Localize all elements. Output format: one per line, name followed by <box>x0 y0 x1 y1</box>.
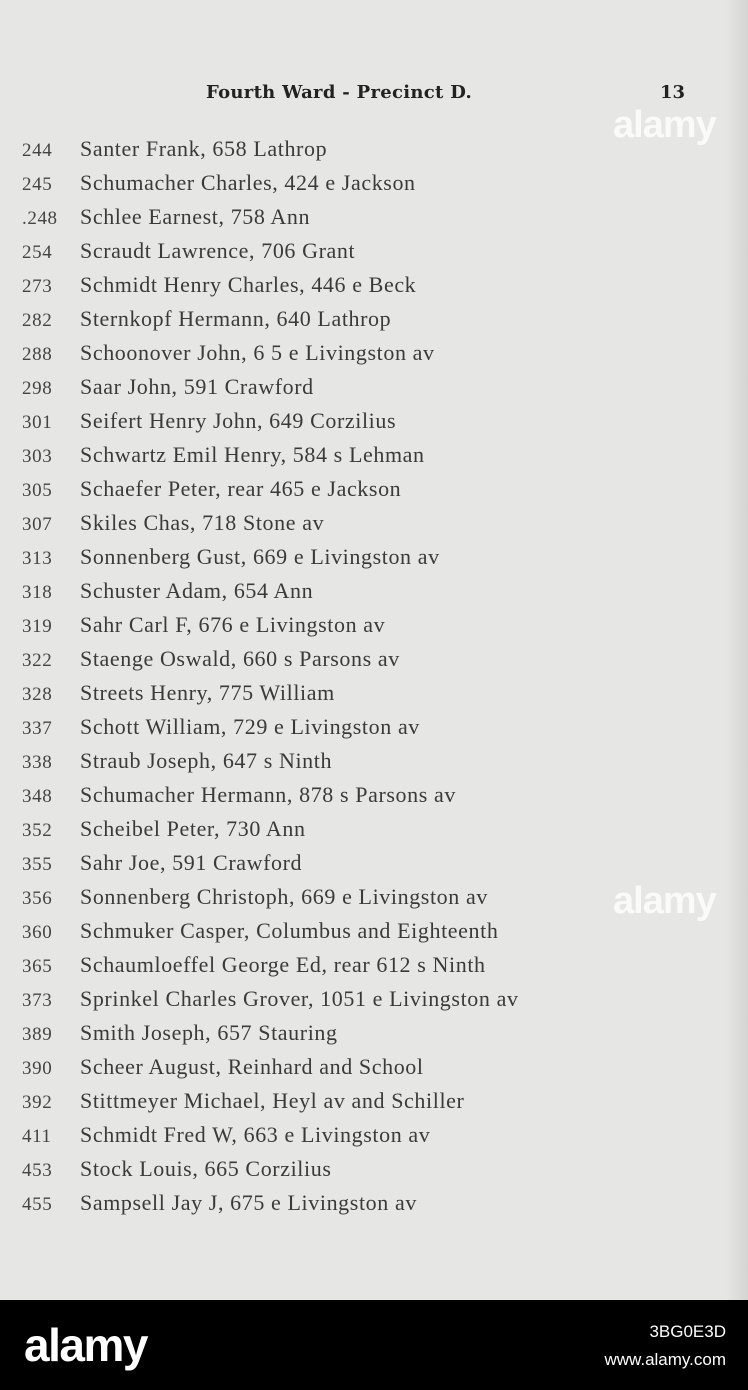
entry-number: 301 <box>22 412 53 433</box>
entry-text: Schumacher Charles, 424 e Jackson <box>80 170 416 195</box>
entry-text: Sahr Carl F, 676 e Livingston av <box>80 612 386 637</box>
entry-number: 411 <box>22 1126 52 1147</box>
list-item <box>22 1016 519 1050</box>
list-item <box>22 506 519 540</box>
entry-text: Santer Frank, 658 Lathrop <box>80 136 328 161</box>
entry-text: Smith Joseph, 657 Stauring <box>80 1020 338 1045</box>
list-item <box>22 880 519 914</box>
running-head: Fourth Ward - Precinct D. <box>206 82 473 103</box>
entry-number: 337 <box>22 718 53 739</box>
entry-text: Stock Louis, 665 Corzilius <box>80 1156 332 1181</box>
entry-text: Seifert Henry John, 649 Corzilius <box>80 408 397 433</box>
entry-text: Staenge Oswald, 660 s Parsons av <box>80 646 400 671</box>
entry-text: Sonnenberg Gust, 669 e Livingston av <box>80 544 440 569</box>
entry-number: 282 <box>22 310 53 331</box>
list-item <box>22 608 519 642</box>
stock-footer-bar <box>0 1300 748 1390</box>
entry-number: 455 <box>22 1194 53 1215</box>
entry-text: Stittmeyer Michael, Heyl av and Schiller <box>80 1088 465 1113</box>
entry-number: 288 <box>22 344 53 365</box>
page-edge-shadow <box>726 0 748 1300</box>
list-item <box>22 846 519 880</box>
list-item <box>22 778 519 812</box>
entry-text: Schlee Earnest, 758 Ann <box>80 204 311 229</box>
entry-number: 307 <box>22 514 53 535</box>
entry-number: 389 <box>22 1024 53 1045</box>
entry-text: Scraudt Lawrence, 706 Grant <box>80 238 356 263</box>
entry-number: 245 <box>22 174 53 195</box>
list-item <box>22 1186 519 1220</box>
entry-text: Schwartz Emil Henry, 584 s Lehman <box>80 442 425 467</box>
entry-number: 318 <box>22 582 53 603</box>
entry-text: Skiles Chas, 718 Stone av <box>80 510 325 535</box>
list-item <box>22 1152 519 1186</box>
entry-text: Scheibel Peter, 730 Ann <box>80 816 306 841</box>
entry-text: Schmidt Henry Charles, 446 e Beck <box>80 272 417 297</box>
entry-text: Sampsell Jay J, 675 e Livingston av <box>80 1190 417 1215</box>
entry-text: Schmuker Casper, Columbus and Eighteenth <box>80 918 499 943</box>
entry-number: 348 <box>22 786 53 807</box>
watermark-middle: alamy <box>613 880 716 922</box>
entry-number: 303 <box>22 446 53 467</box>
entry-text: Schott William, 729 e Livingston av <box>80 714 420 739</box>
entry-number: 322 <box>22 650 53 671</box>
page-number: 13 <box>660 82 686 103</box>
entry-number: 352 <box>22 820 53 841</box>
entry-number: 298 <box>22 378 53 399</box>
entry-text: Scheer August, Reinhard and School <box>80 1054 424 1079</box>
entry-text: Sonnenberg Christoph, 669 e Livingston av <box>80 884 488 909</box>
entry-number: 319 <box>22 616 53 637</box>
list-item <box>22 642 519 676</box>
list-item <box>22 914 519 948</box>
entry-number: 338 <box>22 752 53 773</box>
list-item <box>22 268 519 302</box>
entry-number: 356 <box>22 888 53 909</box>
entry-number: 313 <box>22 548 53 569</box>
list-item <box>22 710 519 744</box>
entry-number: 273 <box>22 276 53 297</box>
list-item <box>22 370 519 404</box>
list-item <box>22 676 519 710</box>
image-id: 3BG0E3D <box>649 1322 726 1341</box>
alamy-logo: alamy <box>24 1319 147 1371</box>
voter-list <box>22 132 519 1220</box>
entry-text: Schumacher Hermann, 878 s Parsons av <box>80 782 456 807</box>
entry-text: Saar John, 591 Crawford <box>80 374 314 399</box>
entry-text: Schaumloeffel George Ed, rear 612 s Ninth <box>80 952 486 977</box>
footer-url: www.alamy.com <box>604 1350 726 1369</box>
entry-number: 392 <box>22 1092 53 1113</box>
entry-text: Sprinkel Charles Grover, 1051 e Livingston av <box>80 986 519 1011</box>
entry-text: Straub Joseph, 647 s Ninth <box>80 748 333 773</box>
watermark-top: alamy <box>613 104 716 146</box>
entry-text: Sternkopf Hermann, 640 Lathrop <box>80 306 392 331</box>
list-item <box>22 812 519 846</box>
entry-number: 390 <box>22 1058 53 1079</box>
list-item <box>22 234 519 268</box>
entry-text: Schoonover John, 6 5 e Livingston av <box>80 340 435 365</box>
list-item <box>22 1118 519 1152</box>
entry-text: Schmidt Fred W, 663 e Livingston av <box>80 1122 431 1147</box>
list-item <box>22 404 519 438</box>
entry-number: 328 <box>22 684 53 705</box>
entry-number: 254 <box>22 242 53 263</box>
entry-number: 360 <box>22 922 53 943</box>
entry-text: Schuster Adam, 654 Ann <box>80 578 314 603</box>
list-item <box>22 472 519 506</box>
entry-number: 453 <box>22 1160 53 1181</box>
list-item <box>22 166 519 200</box>
entry-number: 373 <box>22 990 53 1011</box>
list-item <box>22 982 519 1016</box>
list-item <box>22 1050 519 1084</box>
list-item <box>22 302 519 336</box>
list-item <box>22 574 519 608</box>
entry-number: 244 <box>22 140 53 161</box>
entry-number: 305 <box>22 480 53 501</box>
list-item <box>22 336 519 370</box>
list-item <box>22 1084 519 1118</box>
entry-number: 355 <box>22 854 53 875</box>
entry-text: Schaefer Peter, rear 465 e Jackson <box>80 476 402 501</box>
entry-text: Sahr Joe, 591 Crawford <box>80 850 303 875</box>
list-item <box>22 948 519 982</box>
entry-number: 365 <box>22 956 53 977</box>
entry-text: Streets Henry, 775 William <box>80 680 335 705</box>
list-item <box>22 744 519 778</box>
list-item <box>22 200 519 234</box>
entry-number: .248 <box>22 208 58 229</box>
list-item <box>22 438 519 472</box>
list-item <box>22 132 519 166</box>
list-item <box>22 540 519 574</box>
